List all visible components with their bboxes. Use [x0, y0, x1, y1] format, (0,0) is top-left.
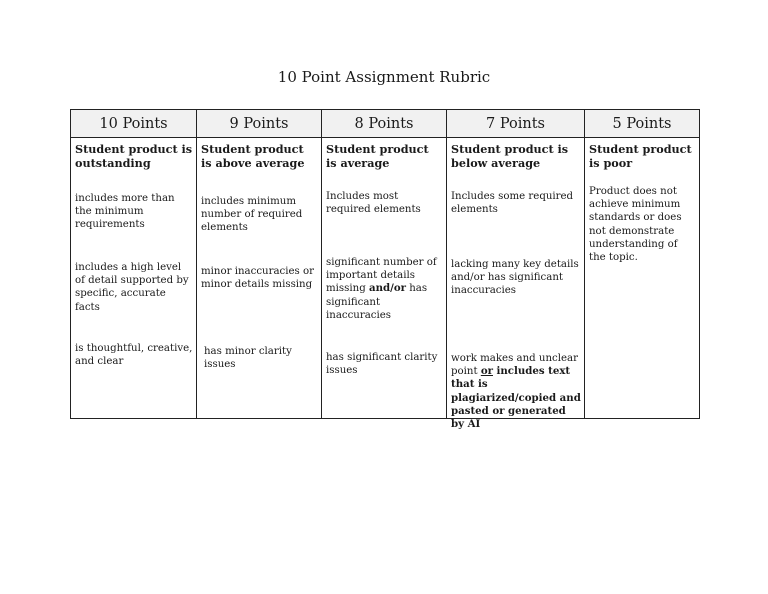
column-header-5-points: 5 Points	[585, 110, 700, 138]
criteria-row	[71, 138, 700, 419]
criterion-item: has significant clarity issues	[326, 352, 438, 377]
criterion-item: Includes most required elements	[326, 191, 421, 216]
criterion-item: minor inaccuracies or minor details missing	[201, 266, 314, 291]
column-header-7-points: 7 Points	[447, 110, 585, 138]
criterion-item: is thoughtful, creative, and clear	[75, 343, 193, 368]
header-row	[71, 110, 700, 138]
criterion-item: lacking many key details and/or has significant inaccuracies	[451, 259, 579, 297]
column-8-points	[322, 138, 447, 419]
criterion-item: Includes some required elements	[451, 191, 574, 216]
criterion-heading: Student product is outstanding	[75, 142, 193, 170]
column-7-points	[447, 138, 585, 431]
criterion-heading: Student product is poor	[589, 142, 692, 170]
criterion-item: includes minimum number of required elements	[201, 196, 303, 234]
criterion-heading: Student product is above average	[201, 142, 305, 170]
rubric-table	[70, 109, 700, 431]
page-title: 10 Point Assignment Rubric	[277, 68, 491, 86]
column-10-points	[71, 138, 197, 419]
column-9-points	[197, 138, 322, 419]
column-header-8-points: 8 Points	[322, 110, 447, 138]
column-header-10-points: 10 Points	[71, 110, 197, 138]
criterion-heading: Student product is below average	[451, 142, 569, 170]
criterion-item: Product does not achieve minimum standards or does not demonstrate understanding of the topic.	[589, 186, 682, 264]
criterion-item: includes more than the minimum requirements	[75, 193, 175, 231]
criterion-item: significant number of important details missing and/or has significant inaccuracies	[326, 257, 437, 321]
criterion-heading: Student product is average	[326, 142, 429, 170]
column-5-points	[585, 138, 700, 419]
criterion-item: work makes and unclear point or includes text that is plagiarized/copied and pasted or generated by AI	[451, 353, 581, 431]
criterion-item: includes a high level of detail supported by specific, accurate facts	[75, 262, 189, 313]
criterion-item: has minor clarity issues	[204, 346, 292, 371]
column-header-9-points: 9 Points	[197, 110, 322, 138]
